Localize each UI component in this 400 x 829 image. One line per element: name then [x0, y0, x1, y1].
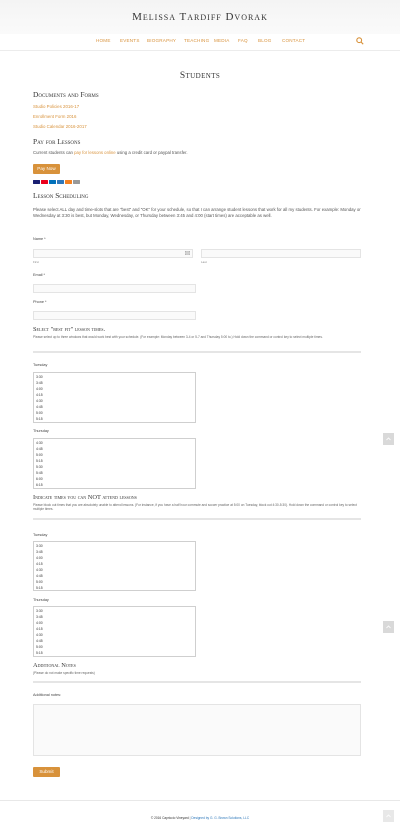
- card-icon-visa: [33, 180, 40, 184]
- scheduling-intro: Please select ALL day and time-slots that are "best" and "OK" for your schedule, so that I can arrange student lessons that work for all my students. For example: Monday or Wednesday at 3:30 is best, but Monday, Wednesday, or Thursday between 3:45 and 4:00 (start times) are acceptable as well.: [33, 207, 361, 218]
- select-option[interactable]: 4:00: [36, 387, 43, 391]
- chevron-up-icon: [386, 437, 391, 441]
- contact-card-icon: [185, 251, 190, 255]
- pay-text-after: using a credit card or paypal transfer.: [115, 150, 188, 155]
- cannot-attend-divider: [33, 518, 361, 520]
- nav-item-teaching[interactable]: TEACHING: [184, 38, 210, 43]
- last-sublabel: Last: [201, 260, 207, 264]
- card-icon-bank: [73, 180, 80, 184]
- pay-now-button[interactable]: Pay Now: [33, 164, 60, 174]
- enrollment-form-link[interactable]: Enrollment Form 2016: [33, 114, 77, 119]
- select-option[interactable]: 3:45: [36, 381, 43, 385]
- site-footer: [0, 816, 400, 820]
- cannot-attend-help: Please block out times that you are absolutely unable to attend lessons. (For instance, if you have a half hour commute and soccer practice at 5:00 on Tuesday, block out 4:30-5:30). Hold down the command or control key to select multiple times.: [33, 503, 357, 512]
- chevron-up-icon: [386, 625, 391, 629]
- select-option[interactable]: 4:45: [36, 447, 43, 451]
- best-thursday-select[interactable]: [33, 438, 196, 489]
- select-option[interactable]: 4:00: [36, 556, 43, 560]
- card-icon-paypal: [49, 180, 56, 184]
- nav-item-faq[interactable]: FAQ: [238, 38, 248, 43]
- best-tuesday-label: Tuesday: [33, 363, 48, 367]
- select-option[interactable]: 4:45: [36, 405, 43, 409]
- select-option[interactable]: 5:00: [36, 645, 43, 649]
- card-icon-discover: [65, 180, 72, 184]
- select-option[interactable]: 3:45: [36, 550, 43, 554]
- cannot-tuesday-select[interactable]: [33, 541, 196, 591]
- select-option[interactable]: 6:15: [36, 483, 43, 487]
- footer-separator: |: [188, 816, 192, 820]
- select-option[interactable]: 4:15: [36, 627, 43, 631]
- footer-copyright: © 2016 Capriccio Vineyard: [150, 816, 189, 820]
- select-option[interactable]: 5:45: [36, 471, 43, 475]
- email-label: Email *: [33, 273, 46, 277]
- card-icon-mastercard: [41, 180, 48, 184]
- best-fit-divider: [33, 351, 361, 353]
- notes-help: (Please do not make specific time requests): [33, 671, 95, 675]
- notes-heading: Additional Notes: [33, 662, 76, 669]
- nav-item-contact[interactable]: CONTACT: [282, 38, 306, 43]
- cannot-thursday-label: Thursday: [33, 598, 49, 602]
- last-name-input[interactable]: [201, 249, 361, 258]
- select-option[interactable]: 4:30: [36, 633, 43, 637]
- additional-notes-textarea[interactable]: [33, 704, 361, 756]
- select-option[interactable]: 5:15: [36, 586, 43, 590]
- search-icon[interactable]: [356, 37, 364, 45]
- select-option[interactable]: 6:00: [36, 477, 43, 481]
- nav-item-blog[interactable]: BLOG: [258, 38, 272, 43]
- select-option[interactable]: 5:00: [36, 580, 43, 584]
- notes-label: Additional notes:: [33, 693, 62, 697]
- best-fit-help: Please select up to three windows that would work best with your schedule. (For example: Monday between 3-4 or 5-7 and Thursday 5:00 to.) Hold down the command or control key to select multiple times.: [33, 335, 323, 339]
- first-name-input[interactable]: [33, 249, 193, 258]
- select-option[interactable]: 3:30: [36, 544, 43, 548]
- first-sublabel: First: [33, 260, 39, 264]
- cannot-attend-heading: Indicate times you can NOT attend lessons: [33, 494, 137, 501]
- select-option[interactable]: 4:00: [36, 621, 43, 625]
- select-option[interactable]: 5:15: [36, 651, 43, 655]
- select-option[interactable]: 4:45: [36, 574, 43, 578]
- select-option[interactable]: 4:30: [36, 568, 43, 572]
- pay-text: [33, 150, 367, 156]
- scroll-up-button[interactable]: [383, 433, 394, 445]
- select-option[interactable]: 5:00: [36, 411, 43, 415]
- nav-item-media[interactable]: MEDIA: [214, 38, 230, 43]
- studio-calendar-link[interactable]: Studio Calendar 2016-2017: [33, 124, 87, 129]
- pay-heading: Pay for Lessons: [33, 137, 81, 146]
- documents-heading: Documents and Forms: [33, 90, 99, 99]
- cannot-thursday-select[interactable]: [33, 606, 196, 657]
- phone-input[interactable]: [33, 311, 196, 320]
- select-option[interactable]: 4:15: [36, 562, 43, 566]
- footer-designed-by: Designed by: [191, 816, 210, 820]
- nav-divider: [0, 50, 400, 51]
- best-tuesday-select[interactable]: [33, 372, 196, 423]
- nav-item-biography[interactable]: BIOGRAPHY: [147, 38, 177, 43]
- footer-designer-link[interactable]: G. G. Brown Solutions, LLC: [209, 816, 250, 820]
- scheduling-heading: Lesson Scheduling: [33, 191, 89, 200]
- nav-item-home[interactable]: HOME: [96, 38, 111, 43]
- select-option[interactable]: 4:45: [36, 639, 43, 643]
- footer-divider: [0, 800, 400, 801]
- name-label: Name *: [33, 237, 46, 241]
- scroll-up-button[interactable]: [383, 621, 394, 633]
- select-option[interactable]: 3:45: [36, 615, 43, 619]
- cannot-tuesday-label: Tuesday: [33, 533, 48, 537]
- notes-divider: [33, 681, 361, 683]
- email-input[interactable]: [33, 284, 196, 293]
- select-option[interactable]: 5:00: [36, 453, 43, 457]
- select-option[interactable]: 5:15: [36, 459, 43, 463]
- best-fit-heading: Select "best fit" lesson times.: [33, 326, 106, 333]
- pay-online-link[interactable]: pay for lessons online: [74, 150, 116, 155]
- phone-label: Phone *: [33, 300, 47, 304]
- pay-text-before: Current students can: [33, 150, 75, 155]
- select-option[interactable]: 3:30: [36, 375, 43, 379]
- best-thursday-label: Thursday: [33, 429, 49, 433]
- select-option[interactable]: 4:15: [36, 393, 43, 397]
- site-title[interactable]: Melissa Tardiff Dvorak: [132, 11, 268, 23]
- studio-policies-link[interactable]: Studio Policies 2016-17: [33, 104, 80, 109]
- select-option[interactable]: 4:30: [36, 399, 43, 403]
- select-option[interactable]: 5:30: [36, 465, 43, 469]
- select-option[interactable]: 3:30: [36, 609, 43, 613]
- page-title: Students: [179, 71, 221, 81]
- submit-button[interactable]: Submit: [33, 767, 60, 777]
- card-icon-amex: [57, 180, 64, 184]
- select-option[interactable]: 4:30: [36, 441, 43, 445]
- site-header: [0, 0, 400, 34]
- main-nav: [0, 36, 400, 48]
- nav-item-events[interactable]: EVENTS: [120, 38, 140, 43]
- select-option[interactable]: 5:15: [36, 417, 43, 421]
